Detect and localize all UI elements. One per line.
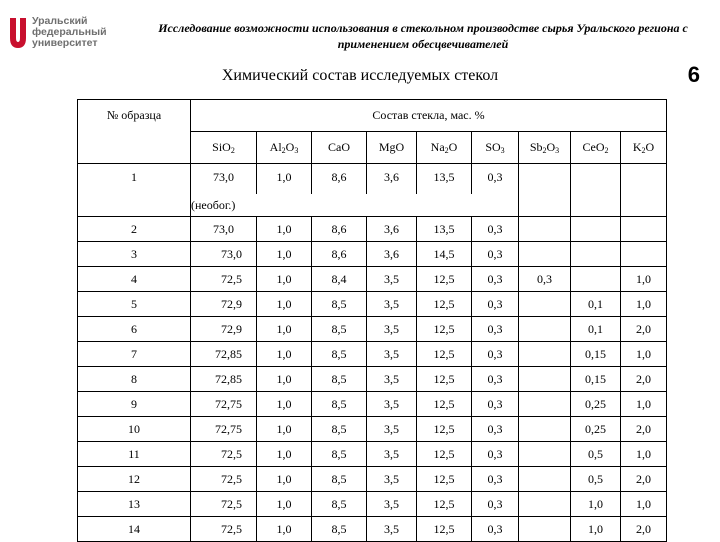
oxide-subscript: 3 <box>555 146 560 155</box>
table-body <box>78 164 667 542</box>
table-cell: 3,6 <box>367 217 417 242</box>
oxide-symbol: CeO <box>582 140 605 154</box>
table-cell <box>571 217 621 242</box>
table-cell: 8,5 <box>312 492 367 517</box>
table-cell: 12,5 <box>417 517 472 542</box>
table-cell: 0,1 <box>571 317 621 342</box>
table-cell: 8,5 <box>312 517 367 542</box>
composition-header: Состав стекла, мас. % <box>191 100 667 132</box>
table-cell <box>519 417 571 442</box>
table-cell: 8,6 <box>312 164 367 195</box>
sample-number-header: № образца <box>78 100 191 164</box>
table-cell: 2,0 <box>621 367 667 392</box>
table-row <box>78 417 667 442</box>
table-cell: 0,5 <box>571 442 621 467</box>
table-cell: 12,5 <box>417 417 472 442</box>
table-cell: 0,25 <box>571 392 621 417</box>
table-cell: 3,5 <box>367 517 417 542</box>
table-cell: 73,0 <box>191 242 257 267</box>
table-cell: 3,5 <box>367 267 417 292</box>
table-cell: 3,5 <box>367 467 417 492</box>
oxide-symbol: O <box>546 140 556 154</box>
table-cell: 0,3 <box>472 164 519 195</box>
oxide-subscript: 3 <box>500 146 505 155</box>
table-cell <box>621 217 667 242</box>
table-row <box>78 292 667 317</box>
table-cell: 72,9 <box>191 292 257 317</box>
table-cell: 1,0 <box>257 242 312 267</box>
table-cell: 1,0 <box>621 392 667 417</box>
table-cell <box>519 517 571 542</box>
table-cell: 2,0 <box>621 417 667 442</box>
table-cell: 0,3 <box>472 217 519 242</box>
table-cell: 72,5 <box>191 492 257 517</box>
table-cell: 8,5 <box>312 417 367 442</box>
table-row <box>78 392 667 417</box>
table-cell: 0,3 <box>472 242 519 267</box>
table-cell: 12,5 <box>417 492 472 517</box>
oxide-header-cell <box>417 132 472 164</box>
table-cell: 1,0 <box>257 367 312 392</box>
table-cell: 1,0 <box>257 317 312 342</box>
oxide-symbol: O <box>448 140 458 154</box>
table-cell: 3,6 <box>367 164 417 195</box>
oxide-subscript: 3 <box>294 146 299 155</box>
oxide-symbol: CaO <box>328 140 350 154</box>
table-cell <box>519 164 571 217</box>
table-cell: 0,3 <box>472 292 519 317</box>
table-cell: 3,5 <box>367 317 417 342</box>
table-cell <box>571 242 621 267</box>
sample-number-cell: 9 <box>78 392 191 417</box>
table-cell: 3,5 <box>367 392 417 417</box>
table-cell: 12,5 <box>417 392 472 417</box>
logo-line-2: федеральный <box>32 26 107 38</box>
table-cell: 12,5 <box>417 267 472 292</box>
table-cell: 72,5 <box>191 517 257 542</box>
table-cell: 8,4 <box>312 267 367 292</box>
table-cell: 12,5 <box>417 317 472 342</box>
oxide-subscript: 2 <box>604 146 609 155</box>
oxide-symbol: Al <box>269 140 282 154</box>
table-row <box>78 442 667 467</box>
table-cell: 12,5 <box>417 442 472 467</box>
table-cell: 8,5 <box>312 367 367 392</box>
table-cell: 72,85 <box>191 342 257 367</box>
table-cell: 1,0 <box>257 267 312 292</box>
table-cell: 73,0 <box>191 164 257 195</box>
table-cell: 1,0 <box>257 442 312 467</box>
oxide-symbol: SO <box>485 140 501 154</box>
sample-number-cell: 7 <box>78 342 191 367</box>
table-cell: 72,85 <box>191 367 257 392</box>
table-cell: 1,0 <box>621 292 667 317</box>
table-cell: 1,0 <box>257 517 312 542</box>
table-cell: 3,5 <box>367 292 417 317</box>
sample-number-cell: 6 <box>78 317 191 342</box>
sample-number-cell: 4 <box>78 267 191 292</box>
unenriched-note: (необог.) <box>191 194 519 217</box>
table-row <box>78 217 667 242</box>
slide-number: 6 <box>687 62 700 87</box>
sample-number-cell: 3 <box>78 242 191 267</box>
table-cell: 14,5 <box>417 242 472 267</box>
presentation-header-title: Исследование возможности использования в стекольном производстве сырья Уральского региона с применением обесцвечивателей <box>158 21 688 51</box>
table-cell: 0,3 <box>472 417 519 442</box>
logo-line-3: университет <box>32 37 98 49</box>
table-cell: 0,3 <box>472 467 519 492</box>
oxide-header-cell <box>621 132 667 164</box>
table-cell: 1,0 <box>257 492 312 517</box>
oxide-subscript: 2 <box>542 146 547 155</box>
table-cell: 0,3 <box>519 267 571 292</box>
table-cell: 3,5 <box>367 367 417 392</box>
oxide-header-cell <box>472 132 519 164</box>
table-row <box>78 367 667 392</box>
oxide-symbol: MgO <box>378 140 405 154</box>
table-cell: 8,5 <box>312 342 367 367</box>
table-cell: 1,0 <box>257 217 312 242</box>
table-cell: 12,5 <box>417 292 472 317</box>
table-cell <box>519 492 571 517</box>
table-cell <box>571 164 621 217</box>
table-cell: 8,5 <box>312 392 367 417</box>
table-cell: 0,3 <box>472 317 519 342</box>
table-cell <box>519 342 571 367</box>
oxide-symbol: Sb <box>529 140 543 154</box>
table-cell: 0,25 <box>571 417 621 442</box>
oxide-symbol: Na <box>430 140 445 154</box>
slide-title: Химический состав исследуемых стекол <box>221 67 499 84</box>
table-header-row <box>78 100 667 132</box>
sample-number-cell: 10 <box>78 417 191 442</box>
table-cell: 0,3 <box>472 267 519 292</box>
table-cell: 72,5 <box>191 442 257 467</box>
table-cell: 0,3 <box>472 392 519 417</box>
sample-number-cell: 13 <box>78 492 191 517</box>
table-cell: 2,0 <box>621 467 667 492</box>
oxide-subscript: 2 <box>230 146 235 155</box>
table-cell <box>519 292 571 317</box>
table-row <box>78 242 667 267</box>
table-cell <box>519 317 571 342</box>
sample-number-cell: 2 <box>78 217 191 242</box>
table-cell: 8,5 <box>312 467 367 492</box>
table-cell <box>519 217 571 242</box>
table-cell: 0,5 <box>571 467 621 492</box>
table-cell <box>519 467 571 492</box>
table-cell <box>519 242 571 267</box>
sample-number-cell: 8 <box>78 367 191 392</box>
table-cell <box>519 367 571 392</box>
table-cell: 1,0 <box>621 267 667 292</box>
table-cell: 12,5 <box>417 367 472 392</box>
table-cell <box>571 267 621 292</box>
table-cell: 0,3 <box>472 367 519 392</box>
sample-number-cell: 11 <box>78 442 191 467</box>
table-cell <box>621 242 667 267</box>
table-cell: 1,0 <box>621 442 667 467</box>
sample-number-cell: 1 <box>78 164 191 217</box>
table-row <box>78 267 667 292</box>
table-row <box>78 492 667 517</box>
table-cell: 13,5 <box>417 164 472 195</box>
table-cell <box>519 442 571 467</box>
table-cell: 72,9 <box>191 317 257 342</box>
table-cell: 3,5 <box>367 442 417 467</box>
table-cell: 73,0 <box>191 217 257 242</box>
oxide-header-cell <box>312 132 367 164</box>
table-cell: 1,0 <box>257 164 312 195</box>
oxide-symbol: O <box>645 140 655 154</box>
sample-number-cell: 12 <box>78 467 191 492</box>
table-cell: 0,3 <box>472 517 519 542</box>
table-cell: 3,6 <box>367 242 417 267</box>
table-cell: 0,15 <box>571 342 621 367</box>
table-cell: 12,5 <box>417 467 472 492</box>
oxide-symbol: K <box>632 140 642 154</box>
table-cell: 0,3 <box>472 492 519 517</box>
table-row <box>78 467 667 492</box>
table-cell <box>621 164 667 217</box>
oxide-header-cell <box>571 132 621 164</box>
table-cell: 1,0 <box>571 517 621 542</box>
table-cell: 72,5 <box>191 467 257 492</box>
table-cell: 72,75 <box>191 392 257 417</box>
table-cell: 8,5 <box>312 292 367 317</box>
table-cell: 72,75 <box>191 417 257 442</box>
table-cell: 3,5 <box>367 417 417 442</box>
table-cell: 3,5 <box>367 492 417 517</box>
table-cell: 0,3 <box>472 342 519 367</box>
table-cell: 1,0 <box>257 392 312 417</box>
table-cell: 8,6 <box>312 217 367 242</box>
table-cell: 1,0 <box>257 292 312 317</box>
oxide-symbol: SiO <box>212 140 231 154</box>
sample-number-cell: 5 <box>78 292 191 317</box>
oxide-header-cell <box>367 132 417 164</box>
table-cell: 12,5 <box>417 342 472 367</box>
table-cell: 2,0 <box>621 317 667 342</box>
table-row <box>78 517 667 542</box>
table-cell: 72,5 <box>191 267 257 292</box>
oxide-subscript: 2 <box>641 146 646 155</box>
urfu-emblem-icon <box>8 16 28 50</box>
table-cell <box>519 392 571 417</box>
oxide-header-cell <box>519 132 571 164</box>
table-cell: 13,5 <box>417 217 472 242</box>
oxide-header-cell <box>191 132 257 164</box>
table-cell: 8,5 <box>312 442 367 467</box>
table-cell: 3,5 <box>367 342 417 367</box>
table-cell: 1,0 <box>257 467 312 492</box>
oxide-subscript: 2 <box>281 146 286 155</box>
table-cell: 1,0 <box>621 342 667 367</box>
glass-composition-table <box>77 99 667 542</box>
table-row <box>78 164 667 195</box>
logo-line-1: Уральский <box>32 15 88 27</box>
table-cell: 0,1 <box>571 292 621 317</box>
table-cell: 8,5 <box>312 317 367 342</box>
sample-number-cell: 14 <box>78 517 191 542</box>
table-row <box>78 317 667 342</box>
table-cell: 1,0 <box>257 342 312 367</box>
oxide-symbol: O <box>285 140 295 154</box>
logo-text <box>32 16 107 49</box>
table-row <box>78 342 667 367</box>
table-cell: 0,15 <box>571 367 621 392</box>
oxide-subscript: 2 <box>444 146 449 155</box>
oxide-header-cell <box>257 132 312 164</box>
table-cell: 0,3 <box>472 442 519 467</box>
table-cell: 1,0 <box>257 417 312 442</box>
university-logo <box>8 14 120 54</box>
table-cell: 8,6 <box>312 242 367 267</box>
table-cell: 2,0 <box>621 517 667 542</box>
table-cell: 1,0 <box>571 492 621 517</box>
table-cell: 1,0 <box>621 492 667 517</box>
